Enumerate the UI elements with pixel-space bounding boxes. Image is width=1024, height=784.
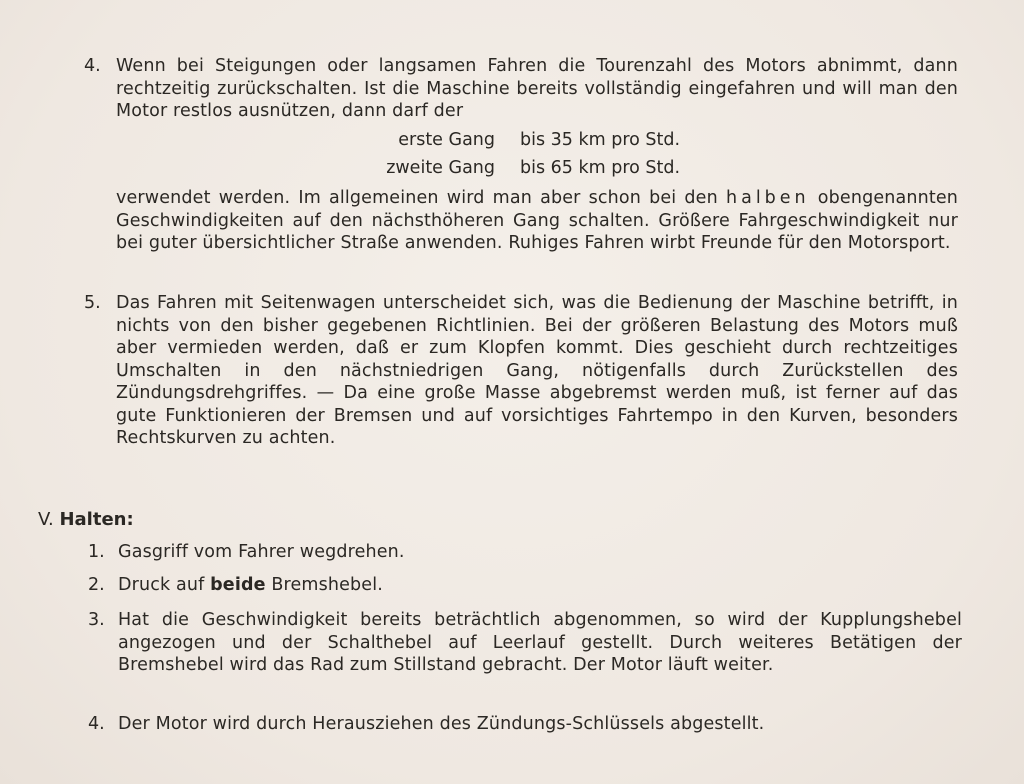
halten-item-2-after: Bremshebel. — [271, 575, 383, 595]
halten-item-1-text: Gasgriff vom Fahrer wegdrehen. — [118, 542, 405, 562]
halten-item-2-number: 2. — [88, 575, 105, 595]
halten-item-2-bold: beide — [210, 575, 266, 595]
item-4-outro-before: verwendet werden. Im allgemeinen wird man aber schon bei den — [116, 188, 718, 208]
halten-item-3-text: Hat die Geschwindigkeit bereits beträchtlich abgenommen, so wird der Kupplungshebel angezogen und der Schalthebel auf Leerlauf gestellt. Durch weiteres Betätigen der Bremshebel wird das Rad zum Stillstand gebracht. Der Motor läuft weiter. — [118, 610, 962, 675]
item-4-number: 4. — [84, 56, 101, 76]
halten-item-3-number: 3. — [88, 610, 105, 630]
halten-item-4-number: 4. — [88, 714, 105, 734]
halten-item-1-number: 1. — [88, 542, 105, 562]
gear-first-limit: bis 35 km pro Std. — [520, 130, 681, 150]
item-4-intro: Wenn bei Steigungen oder langsamen Fahren die Tourenzahl des Motors abnimmt, dann rechtzeitig zurückschalten. Ist die Maschine bereits vollständig eingefahren und will man den Motor restlos ausnützen, dann darf der — [116, 56, 958, 121]
halten-item-2-text — [118, 574, 383, 597]
item-4-outro-spaced: halben — [726, 188, 810, 208]
gear-second-limit: bis 65 km pro Std. — [520, 158, 681, 178]
gear-first-name: erste Gang — [398, 130, 495, 150]
item-4-outro-after: obengenannten Geschwindigkeiten auf den nächsthöheren Gang schalten. Größere Fahrgeschwindigkeit nur bei guter übersichtlicher Straße anwenden. Ruhiges Fahren wirbt Freunde für den Motorsport. — [116, 188, 959, 253]
item-5-text: Das Fahren mit Seitenwagen unterscheidet sich, was die Bedienung der Maschine betrifft, in nichts von den bisher gegebenen Richtlinien. Bei der größeren Belastung des Motors muß aber vermieden werden, daß er zum Klopfen kommt. Dies geschieht durch rechtzeitiges Umschalten in den nächstniedrigen Gang, nötigenfalls durch Zurückstellen des Zündungsdrehgriffes. — Da eine große Masse abgebremst werden muß, ist ferner auf das gute Funktionieren der Bremsen und auf vorsichtiges Fahrtempo in den Kurven, besonders Rechtskurven zu achten. — [116, 293, 958, 448]
halten-item-4-text: Der Motor wird durch Herausziehen des Zündungs-Schlüssels abgestellt. — [118, 714, 765, 734]
gear-second-name: zweite Gang — [386, 158, 495, 178]
section-heading — [38, 508, 134, 532]
item-4-outro — [116, 187, 958, 255]
halten-item-2-before: Druck auf — [118, 575, 205, 595]
section-title: Halten: — [59, 509, 134, 530]
item-5-number: 5. — [84, 293, 101, 313]
section-numeral: V. — [38, 509, 54, 530]
